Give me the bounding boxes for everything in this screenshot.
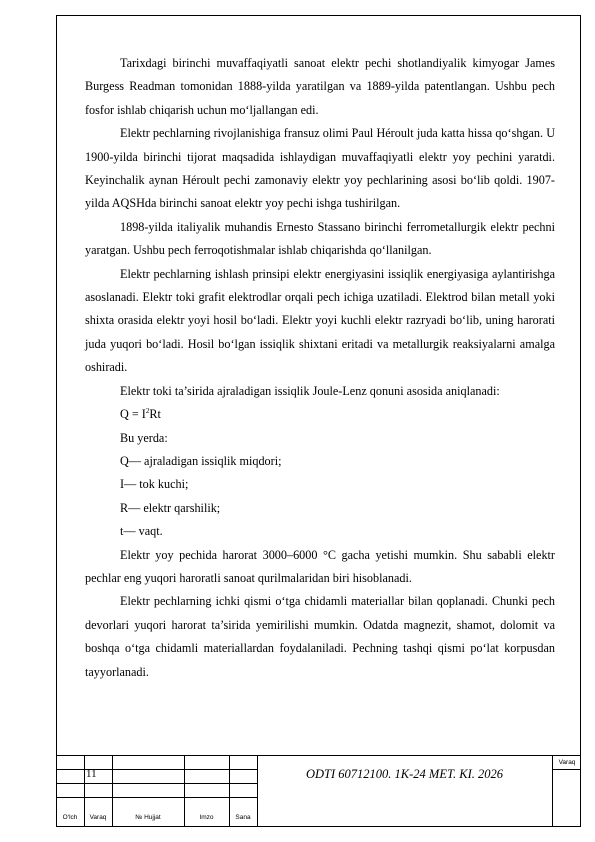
stamp-col-olch: O‘lch [62,814,78,821]
paragraph-3: 1898-yilda italiyalik muhandis Ernesto Stassano birinchi ferrometallurgik elektr pechni yaratgan. Ushbu pech ferroqotishmalar ishlab chiqarishda qo‘llanilgan. [85,219,555,258]
paragraph-7: Elektr pechlarning ichki qismi o‘tga chidamli materiallar bilan qoplanadi. Chunki pech devorlari yuqori harorat ta’sirida yemirilishi mumkin. Odatda magnezit, shamot, dolomit va boshqa o‘tga chidamli materiallardan foydalaniladi. Pechning tashqi qismi po‘lat korpusdan tayyorlanadi. [85,594,555,679]
stamp-col-sana: Sana [235,814,251,821]
paragraph-4: Elektr pechlarning ishlash prinsipi elektr energiyasini issiqlik energiyasiga aylantirishga asoslanadi. Elektr toki grafit elektrodlar orqali pech ichiga uzatiladi. Elektrod bilan metall yoki shixta orasida elektr yoyi hosil bo‘ladi. Elektr yoyi kuchli elektr razryadi bo‘lib, uning harorati juda yuqori bo‘ladi. Hosil bo‘lgan issiqlik shixtani eritadi va metallurgik reaksiyalarni amalga oshiradi. [85,266,555,375]
stamp-col-imzo: Imzo [199,814,214,821]
paragraph-2: Elektr pechlarning rivojlanishiga fransuz olimi Paul Héroult juda katta hissa qo‘shgan. U 1900-yilda birinchi tijorat maqsadida ishlaydigan muvaffaqiyatli elektr yoy pechini yaratdi. Keyinchalik aynan Héroult pechi zamonaviy elektr yoy pechlarining asosi bo‘lib qoldi. 1907-yilda AQSHda birinchi sanoat elektr yoy pechi ishga tushirilgan. [85,126,555,211]
definitions-intro: Bu yerda: [120,430,168,445]
stamp-col-hujjat: № Hujjat [135,814,161,821]
definition-q: Q— ajraladigan issiqlik miqdori; [120,453,282,468]
paragraph-5: Elektr toki ta’sirida ajraladigan issiqlik Joule-Lenz qonuni asosida aniqlanadi: [120,383,500,398]
document-body [85,52,555,684]
formula-lhs: Q = I [120,407,146,422]
paragraph-6: Elektr yoy pechida harorat 3000–6000 °C gacha yetishi mumkin. Shu sababli elektr pechlar eng yuqori haroratli sanoat qurilmalaridan biri hisoblanadi. [85,547,555,585]
formula [85,403,555,426]
page-number: 11 [86,768,97,780]
paragraph-1: Tarixdagi birinchi muvaffaqiyatli sanoat elektr pechi shotlandiyalik kimyogar James Burgess Readman tomonidan 1888-yilda yaratilgan va 1889-yilda patentlangan. Ushbu pech fosfor ishlab chiqarish uchun mo‘ljallangan edi. [85,56,555,117]
stamp-col-varaq: Varaq [89,814,107,821]
definition-t: t— vaqt. [120,524,163,539]
definition-r: R— elektr qarshilik; [120,500,221,515]
formula-exponent: 2 [145,407,150,416]
stamp-varaq-label: Varaq [558,759,576,766]
document-code: ODTI 60712100. 1K-24 MET. KI. 2026 [306,767,503,781]
definition-i: I— tok kuchi; [120,477,189,492]
formula-rhs: Rt [149,407,161,422]
